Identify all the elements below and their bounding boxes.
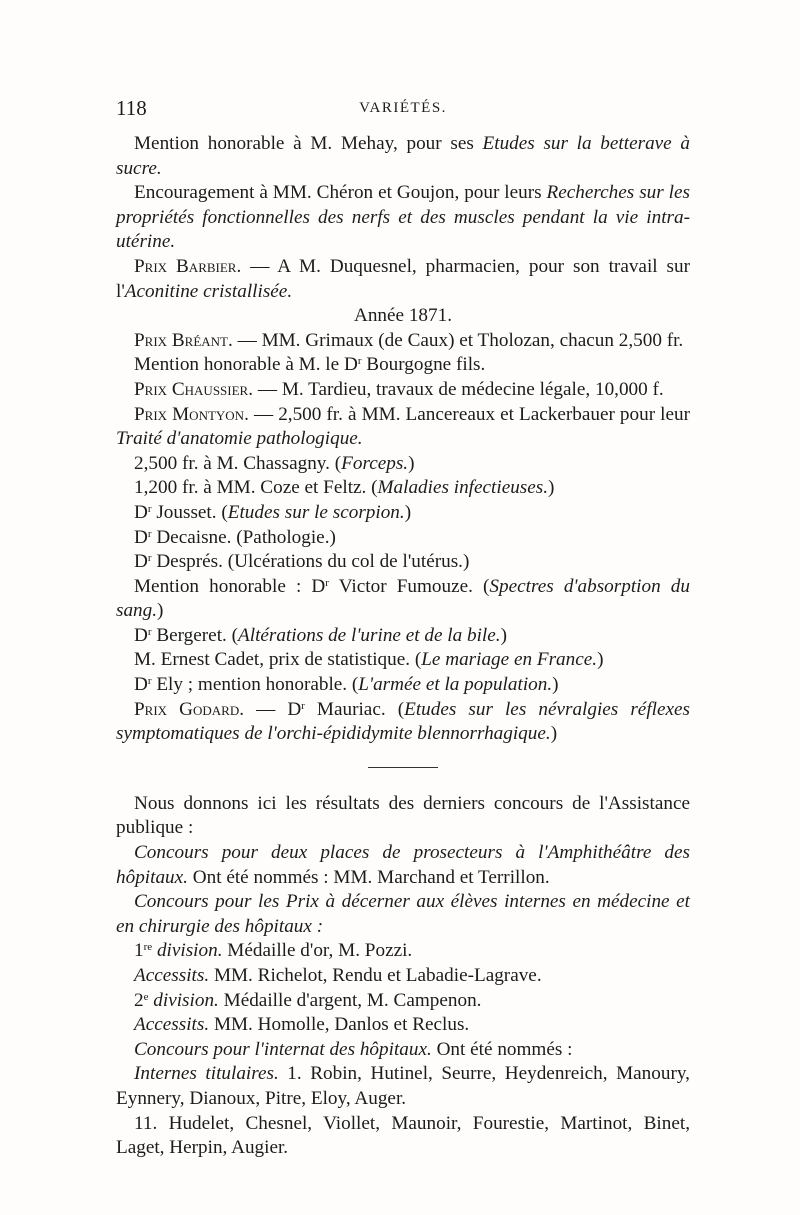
text-run: division. [148, 989, 219, 1011]
text-run: M. Ernest Cadet, prix de statistique. ( [134, 649, 422, 671]
text-run: ) [548, 477, 555, 499]
paragraph-coze [116, 476, 690, 501]
text-run: D [134, 501, 148, 523]
text-run: Ont été nommés : [431, 1038, 573, 1060]
superscript: r [301, 699, 305, 712]
text-run: Encouragement à MM. Chéron et Goujon, pour leurs [134, 182, 547, 204]
text-run: ) [408, 452, 415, 474]
text-run: MM. Richelot, Rendu et Labadie-Lagrave. [209, 965, 542, 986]
paragraph-fumouze [116, 575, 690, 624]
paragraph-despres [116, 550, 690, 575]
text-run: Prix Godard. [134, 698, 244, 720]
text-run: D [134, 551, 148, 573]
running-head: VARIÉTÉS. [359, 100, 447, 116]
paragraph-ely [116, 673, 690, 698]
text-run: Mention honorable : D [134, 575, 326, 597]
paragraph-first-division [116, 939, 690, 964]
text-run: Forceps. [341, 452, 409, 474]
text-run: ) [404, 501, 412, 523]
text-run: Recherches sur les propriétés fonctionnelles des nerfs et des muscles pendant la vie intra-utérine. [116, 182, 690, 253]
text-run: Traité d'anatomie pathologique. [116, 428, 363, 450]
text-run: division. [152, 940, 223, 962]
paragraph-accessits-1 [116, 964, 690, 989]
paragraph-second-division [116, 989, 690, 1014]
text-run: Ont été nommés : MM. Marchand et Terrillon. [187, 866, 550, 888]
text-run: — D [244, 698, 302, 720]
text-run: D [134, 674, 148, 696]
text-run: — M. Tardieu, travaux de médecine légale, 10,000 f. [253, 378, 664, 400]
text-run: Després. (Ulcérations du col de l'utérus.) [151, 551, 470, 573]
page-header [116, 96, 690, 126]
text-run: Aconitine cristallisée. [124, 280, 293, 302]
text-run: Prix Barbier. [134, 255, 242, 277]
paragraph-chassagny [116, 452, 690, 477]
text-run: Prix Montyon. [134, 403, 249, 425]
text-run: D [134, 624, 148, 646]
text-run: Decaisne. (Pathologie.) [151, 526, 336, 548]
paragraph-prosecteurs [116, 841, 690, 890]
text-run: ) [552, 674, 559, 696]
text-run: Le mariage en France. [421, 649, 598, 671]
text-run: L'armée et la population. [358, 674, 553, 696]
text-run: Victor Fumouze. ( [328, 575, 490, 597]
paragraph-intro-concours: Nous donnons ici les résultats des derniers concours de l'Assistance publique : [116, 792, 690, 839]
paragraph-prix-breant [116, 329, 690, 354]
superscript: r [147, 625, 152, 638]
text-run: Altérations de l'urine et de la bile. [238, 624, 501, 646]
text-run: D [134, 526, 148, 548]
text-run: Prix Bréant. [134, 329, 233, 351]
text-run: Médaille d'argent, M. Campenon. [218, 989, 482, 1011]
superscript: re [143, 941, 153, 954]
paragraph-accessits-2 [116, 1013, 690, 1038]
paragraph-mehay [116, 132, 690, 181]
text-run: Ely ; mention honorable. ( [151, 674, 359, 696]
text-run: — MM. Grimaux (de Caux) et Tholozan, chacun 2,500 fr. [232, 329, 684, 351]
paragraph-internes-titulaires-continued: 11. Hudelet, Chesnel, Viollet, Maunoir, Fourestie, Martinot, Binet, Laget, Herpin, Augier. [116, 1112, 690, 1159]
superscript: r [147, 675, 152, 688]
text-run: Accessits. [134, 1014, 210, 1036]
text-run: Mention honorable à M. le D [134, 354, 358, 376]
paragraph-prix-godard [116, 698, 690, 747]
text-run: 1. Robin, Hutinel, Seurre, Heydenreich, Manoury, Eynnery, Dianoux, Pitre, Eloy, Auger. [116, 1063, 690, 1109]
text-run: Internes titulaires. [134, 1063, 279, 1085]
paragraph-jousset [116, 501, 690, 526]
text-run: Mention honorable à M. Mehay, pour ses [134, 133, 483, 154]
paragraph-cheron [116, 181, 690, 255]
paragraph-bourgogne [116, 353, 690, 378]
paragraph-cadet [116, 648, 690, 673]
text-run: Concours pour deux places de prosecteurs à l'Amphithéâtre des hôpitaux. [116, 842, 690, 888]
text-run: MM. Homolle, Danlos et Reclus. [209, 1014, 470, 1036]
paragraph-bergeret [116, 624, 690, 649]
paragraph-decaisne [116, 526, 690, 551]
superscript: r [147, 527, 152, 540]
text-run: Etudes sur la betterave à sucre. [116, 133, 690, 179]
text-run: Jousset. ( [151, 501, 228, 523]
text-run: 1 [134, 940, 144, 962]
paragraph-prix-internes [116, 890, 690, 939]
text-run: Concours pour les Prix à décerner aux élèves internes en médecine et en chirurgie des hôpitaux : [116, 891, 690, 937]
text-run: Bergeret. ( [151, 624, 239, 646]
text-run: Maladies infectieuses. [377, 477, 549, 499]
paragraph-prix-montyon [116, 403, 690, 452]
text-run: 2,500 fr. à M. Chassagny. ( [134, 452, 342, 474]
text-run: Etudes sur les névralgies réflexes symptomatiques de l'orchi-épididymite blennorrhagique. [116, 698, 690, 745]
text-run: — 2,500 fr. à MM. Lancereaux et Lackerbauer pour leur [248, 403, 690, 425]
text-run: Mauriac. ( [304, 698, 405, 720]
superscript: r [147, 552, 152, 565]
year-heading: Année 1871. [353, 305, 453, 327]
section-divider [368, 767, 438, 768]
text-run: Etudes sur le scorpion. [227, 501, 405, 523]
text-run: 2 [134, 989, 144, 1011]
text-run: ) [157, 600, 164, 622]
text-run: Bourgogne fils. [361, 354, 486, 376]
paragraph-prix-barbier [116, 255, 690, 304]
text-run: Prix Chaussier. [134, 378, 254, 400]
superscript: r [147, 502, 152, 515]
text-run: Médaille d'or, M. Pozzi. [222, 940, 413, 962]
superscript: r [325, 576, 329, 589]
text-run: ) [500, 624, 507, 646]
text-run: 1,200 fr. à MM. Coze et Feltz. ( [134, 477, 378, 499]
text-run: Spectres d'absorption du sang. [116, 575, 690, 622]
text-run: — A M. Duquesnel, pharmacien, pour son travail sur l' [116, 255, 691, 302]
paragraph-internat [116, 1038, 690, 1063]
text-run: ) [550, 723, 558, 745]
text-run: Accessits. [134, 965, 210, 986]
superscript: r [357, 355, 362, 368]
paragraph-internes-titulaires [116, 1062, 690, 1111]
text-run: Concours pour l'internat des hôpitaux. [134, 1038, 432, 1060]
superscript: e [143, 990, 149, 1003]
text-run: ) [597, 649, 604, 671]
page-number: 118 [116, 96, 147, 120]
page-body [116, 132, 690, 1161]
paragraph-prix-chaussier [116, 378, 690, 403]
